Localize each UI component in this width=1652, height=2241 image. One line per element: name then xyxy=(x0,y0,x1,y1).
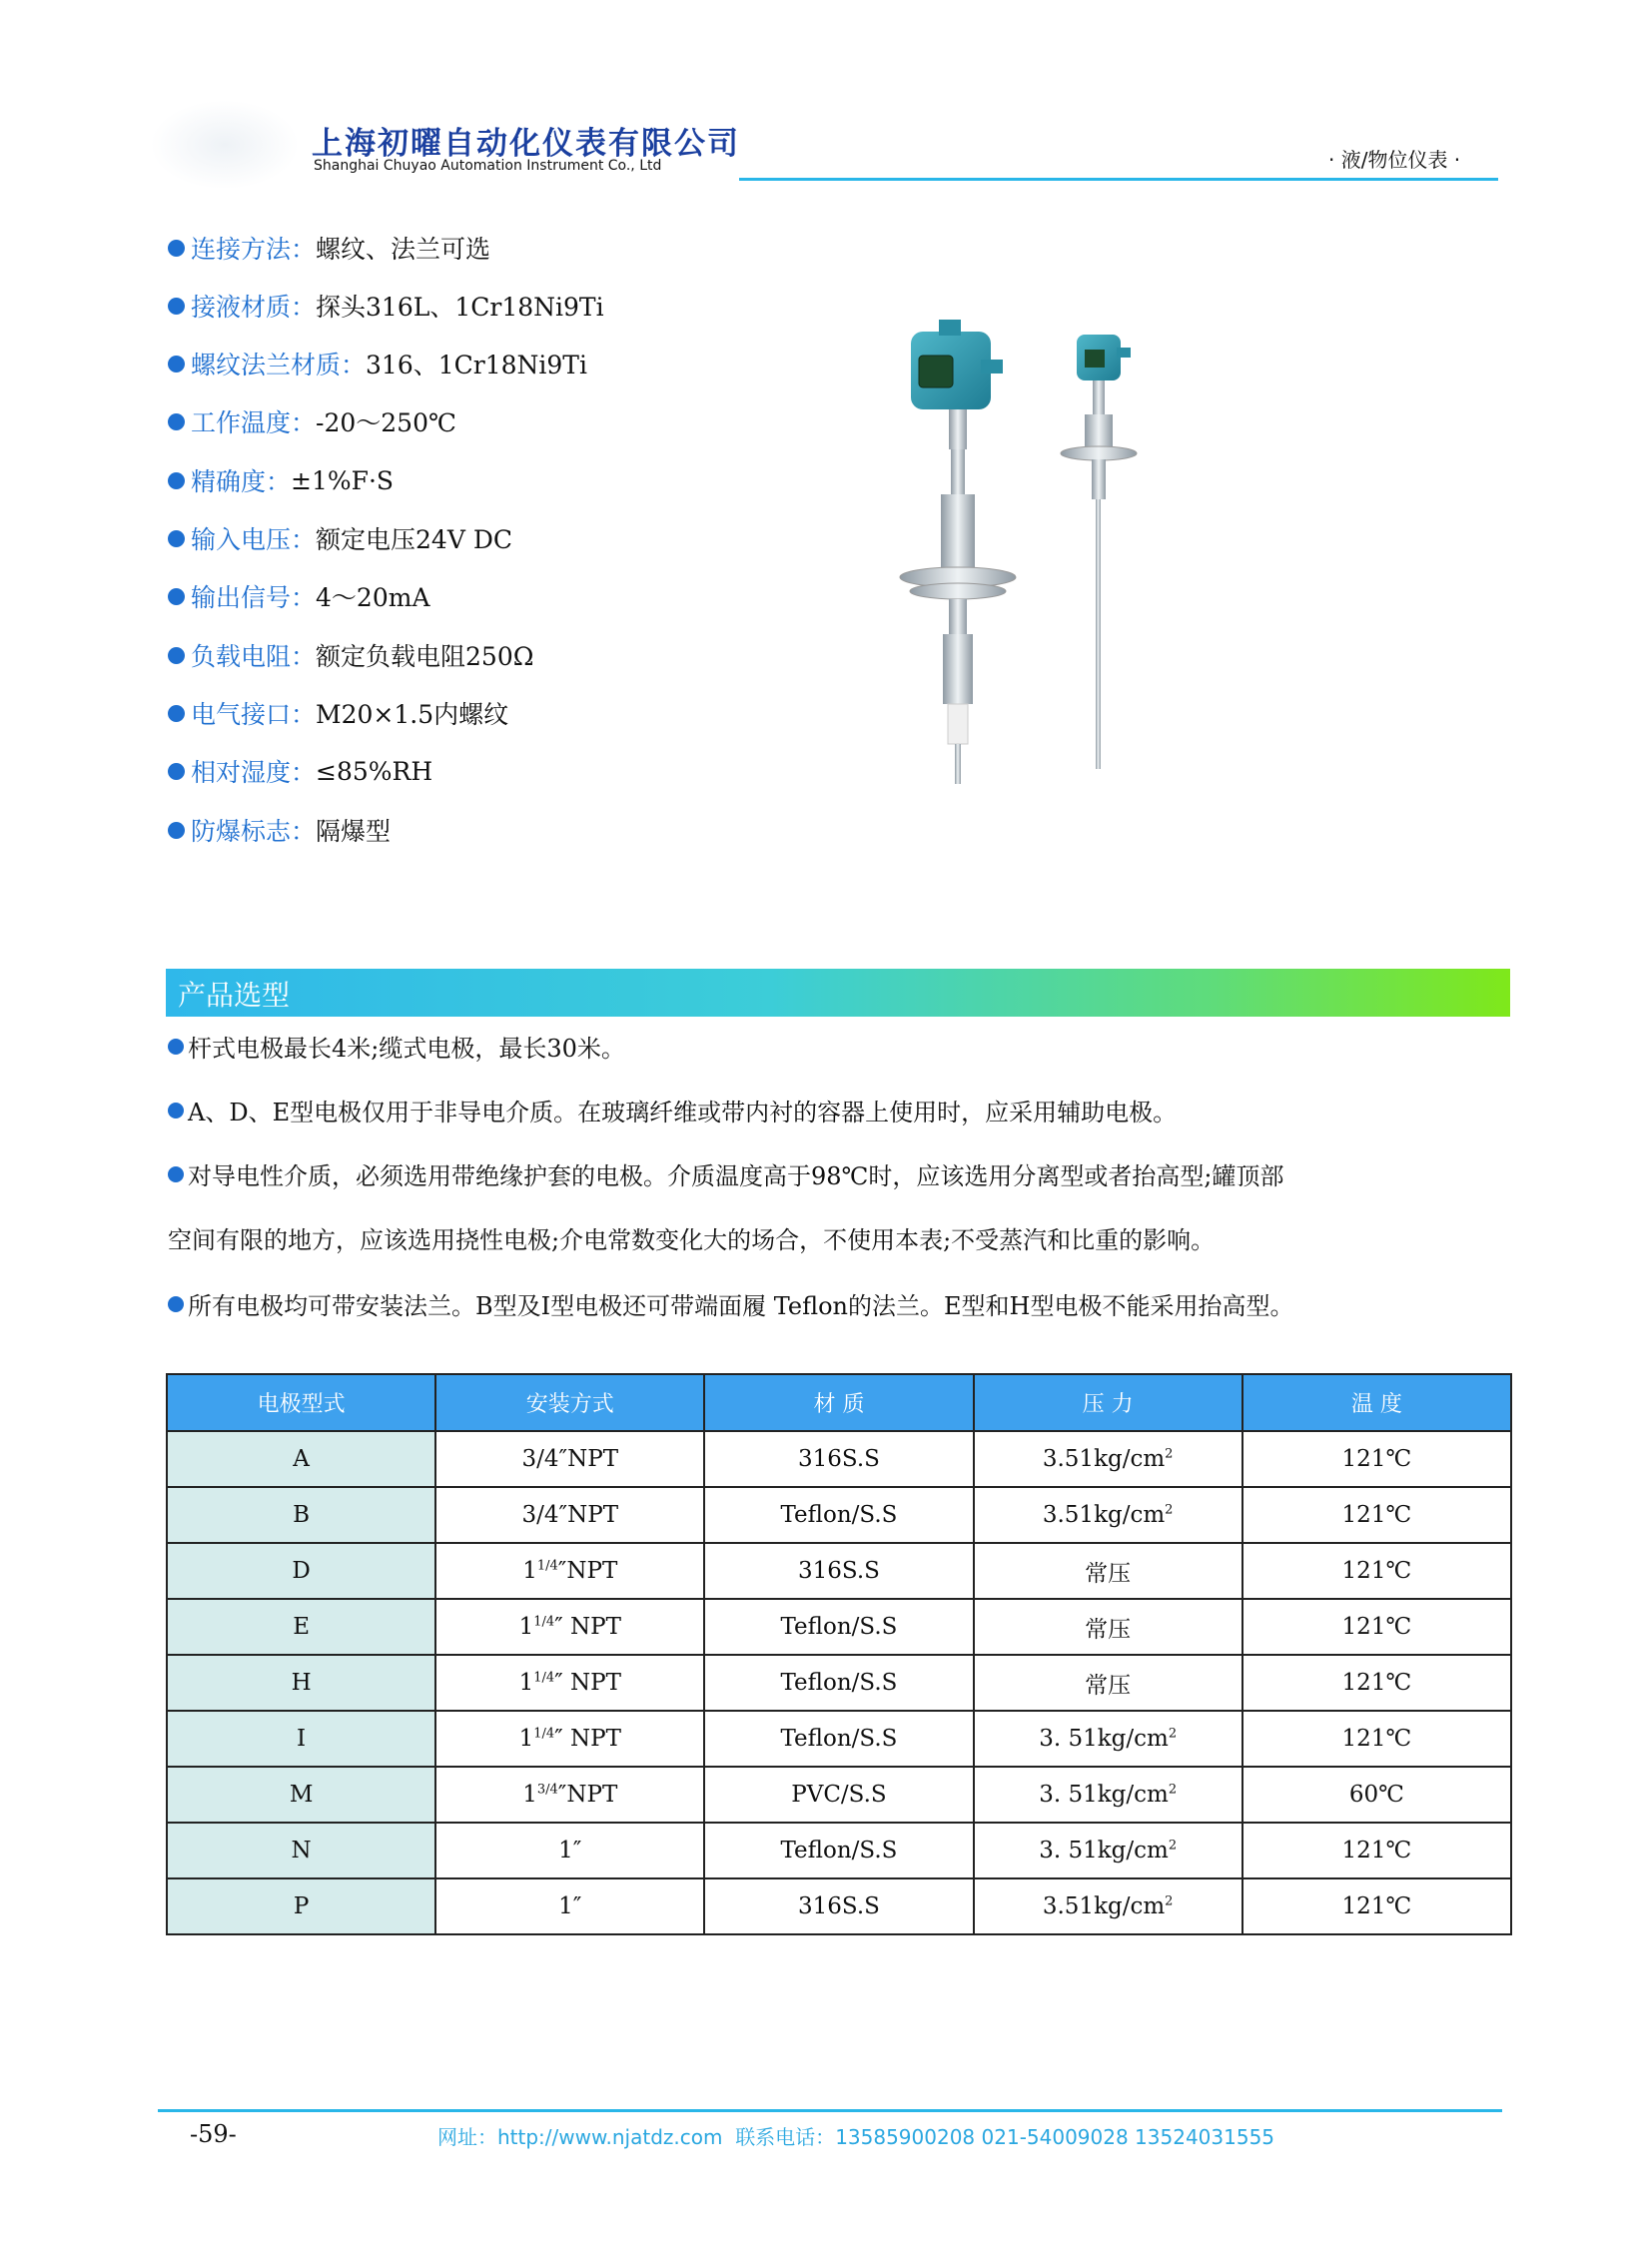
spec-item xyxy=(168,520,512,556)
mount-suffix: ″NPT xyxy=(558,1502,619,1528)
mount-base: 1 xyxy=(518,1614,534,1640)
pressure-value: 3.51kg/cm xyxy=(1042,1502,1166,1528)
header-temperature: 温 度 xyxy=(1242,1374,1511,1431)
pressure-unit-sup: 2 xyxy=(1165,1446,1174,1462)
bullet-icon xyxy=(168,472,185,489)
company-name-en: Shanghai Chuyao Automation Instrument Co., Ltd xyxy=(314,158,662,174)
table-row xyxy=(167,1599,1511,1655)
cell-temperature: 60℃ xyxy=(1242,1767,1511,1823)
cell-mounting xyxy=(435,1599,704,1655)
note-text: A、D、E型电极仅用于非导电介质。在玻璃纤维或带内衬的容器上使用时，应采用辅助电极。 xyxy=(188,1099,1178,1126)
spec-label: 防爆标志： xyxy=(191,817,317,846)
phone-label: 联系电话： xyxy=(735,2125,836,2149)
table-row xyxy=(167,1767,1511,1823)
spec-item xyxy=(168,637,533,673)
footer-contact xyxy=(437,2121,1274,2150)
cell-type: D xyxy=(167,1543,435,1599)
mount-base: 3/4 xyxy=(521,1446,559,1472)
cell-mounting xyxy=(435,1655,704,1711)
mount-base: 1 xyxy=(518,1670,534,1696)
bullet-icon xyxy=(168,1166,184,1182)
spec-value: M20×1.5内螺纹 xyxy=(316,700,509,729)
cell-type: I xyxy=(167,1711,435,1767)
cell-temperature: 121℃ xyxy=(1242,1655,1511,1711)
cell-mounting xyxy=(435,1543,704,1599)
mount-base: 1 xyxy=(518,1726,534,1752)
bullet-icon xyxy=(168,705,185,722)
pressure-value: 3. 51kg/cm xyxy=(1039,1726,1169,1752)
bullet-icon xyxy=(168,356,185,373)
spec-label: 电气接口： xyxy=(191,700,317,729)
cell-material: 316S.S xyxy=(704,1878,973,1934)
bullet-icon xyxy=(168,413,185,430)
spec-label: 输出信号： xyxy=(191,583,317,612)
company-name-cn: 上海初曜自动化仪表有限公司 xyxy=(312,126,740,162)
mount-fraction: 1/4 xyxy=(533,1614,555,1630)
pressure-value: 3.51kg/cm xyxy=(1042,1893,1166,1919)
cell-type: A xyxy=(167,1431,435,1487)
bullet-icon xyxy=(168,1039,184,1055)
mount-base: 3/4 xyxy=(521,1502,559,1528)
note-text-continued: 空间有限的地方，应该选用挠性电极;介电常数变化大的场合，不使用本表;不受蒸汽和比重的影响。 xyxy=(168,1226,1216,1254)
cell-pressure xyxy=(974,1431,1242,1487)
cell-mounting xyxy=(435,1878,704,1934)
cell-mounting xyxy=(435,1767,704,1823)
footer-divider xyxy=(158,2109,1502,2112)
pressure-value: 3. 51kg/cm xyxy=(1039,1782,1169,1808)
spec-item xyxy=(168,578,430,614)
spec-label: 螺纹法兰材质： xyxy=(191,351,367,379)
spec-label: 连接方法： xyxy=(191,235,317,264)
spec-item xyxy=(168,812,391,848)
cell-material: Teflon/S.S xyxy=(704,1711,973,1767)
note-item xyxy=(168,1093,1177,1127)
cell-pressure xyxy=(974,1767,1242,1823)
spec-item xyxy=(168,346,587,381)
cell-temperature: 121℃ xyxy=(1242,1878,1511,1934)
cell-temperature: 121℃ xyxy=(1242,1543,1511,1599)
spec-item xyxy=(168,230,490,266)
pressure-value: 3.51kg/cm xyxy=(1042,1446,1166,1472)
spec-value: 探头316L、1Cr18Ni9Ti xyxy=(316,293,604,322)
cell-material: 316S.S xyxy=(704,1431,973,1487)
logo-background xyxy=(150,100,300,190)
cell-type: P xyxy=(167,1878,435,1934)
cell-material: 316S.S xyxy=(704,1543,973,1599)
phone-numbers: 13585900208 021-54009028 13524031555 xyxy=(835,2125,1275,2149)
pressure-unit-sup: 2 xyxy=(1168,1838,1178,1854)
mount-suffix: ″ NPT xyxy=(554,1614,621,1640)
cell-material: Teflon/S.S xyxy=(704,1823,973,1878)
table-row xyxy=(167,1823,1511,1878)
mount-base: 1 xyxy=(522,1558,537,1584)
mount-suffix: ″ xyxy=(572,1893,582,1919)
cell-material: Teflon/S.S xyxy=(704,1655,973,1711)
spec-value: 额定负载电阻250Ω xyxy=(316,642,534,671)
cell-pressure xyxy=(974,1711,1242,1767)
cell-pressure: 常压 xyxy=(974,1543,1242,1599)
pressure-unit-sup: 2 xyxy=(1168,1782,1178,1798)
spec-item xyxy=(168,462,394,498)
mount-suffix: ″ NPT xyxy=(554,1670,621,1696)
spec-item xyxy=(168,288,604,324)
spec-label: 接液材质： xyxy=(191,293,317,322)
cell-type: M xyxy=(167,1767,435,1823)
table-row xyxy=(167,1431,1511,1487)
spec-item xyxy=(168,695,508,731)
table-row xyxy=(167,1878,1511,1934)
bullet-icon xyxy=(168,298,185,315)
bullet-icon xyxy=(168,647,185,664)
note-text: 对导电性介质，必须选用带绝缘护套的电极。介质温度高于98℃时，应该选用分离型或者抬高型;罐顶部 xyxy=(188,1162,1284,1190)
bullet-icon xyxy=(168,763,185,780)
cell-material: PVC/S.S xyxy=(704,1767,973,1823)
page-number: -59- xyxy=(190,2120,237,2148)
cell-temperature: 121℃ xyxy=(1242,1711,1511,1767)
note-text: 杆式电极最长4米;缆式电极，最长30米。 xyxy=(188,1035,625,1063)
table-row xyxy=(167,1543,1511,1599)
spec-label: 输入电压： xyxy=(191,525,317,554)
spec-value: 螺纹、法兰可选 xyxy=(316,235,491,264)
note-text: 所有电极均可带安装法兰。B型及I型电极还可带端面履 Teflon的法兰。E型和H型电极不能采用抬高型。 xyxy=(188,1292,1294,1320)
website-link[interactable]: http://www.njatdz.com xyxy=(497,2125,723,2149)
bullet-icon xyxy=(168,240,185,257)
category-label: · 液/物位仪表 · xyxy=(1328,148,1461,172)
cell-pressure xyxy=(974,1823,1242,1878)
spec-value: ±1%F·S xyxy=(291,465,395,495)
mount-suffix: ″NPT xyxy=(558,1446,619,1472)
cell-mounting xyxy=(435,1487,704,1543)
table-row xyxy=(167,1487,1511,1543)
mount-fraction: 1/4 xyxy=(533,1670,555,1686)
cell-pressure xyxy=(974,1878,1242,1934)
mount-suffix: ″NPT xyxy=(557,1782,618,1808)
cell-type: H xyxy=(167,1655,435,1711)
cell-temperature: 121℃ xyxy=(1242,1823,1511,1878)
header-mounting: 安装方式 xyxy=(435,1374,704,1431)
pressure-unit-sup: 2 xyxy=(1165,1893,1174,1909)
cell-material: Teflon/S.S xyxy=(704,1599,973,1655)
cell-type: B xyxy=(167,1487,435,1543)
spec-item xyxy=(168,403,456,439)
pressure-unit-sup: 2 xyxy=(1168,1726,1178,1742)
selection-table xyxy=(166,1373,1512,1935)
bullet-icon xyxy=(168,1103,184,1119)
cell-mounting xyxy=(435,1823,704,1878)
bullet-icon xyxy=(168,822,185,839)
spec-label: 精确度： xyxy=(191,467,292,496)
spec-value: -20～250℃ xyxy=(316,408,456,437)
mount-base: 1 xyxy=(558,1838,573,1864)
mount-base: 1 xyxy=(522,1782,537,1808)
website-label: 网址： xyxy=(437,2125,497,2149)
cell-type: N xyxy=(167,1823,435,1878)
mount-fraction: 1/4 xyxy=(533,1726,555,1742)
bullet-icon xyxy=(168,530,185,547)
spec-value: 316、1Cr18Ni9Ti xyxy=(366,351,587,379)
cell-material: Teflon/S.S xyxy=(704,1487,973,1543)
pressure-unit-sup: 2 xyxy=(1165,1502,1174,1518)
product-image xyxy=(899,320,1169,789)
cell-pressure xyxy=(974,1487,1242,1543)
table-row xyxy=(167,1655,1511,1711)
cell-temperature: 121℃ xyxy=(1242,1487,1511,1543)
cell-mounting xyxy=(435,1711,704,1767)
table-header-row xyxy=(167,1374,1511,1431)
cell-pressure: 常压 xyxy=(974,1655,1242,1711)
spec-value: ≤85%RH xyxy=(316,756,433,786)
section-banner xyxy=(166,969,1510,1017)
cell-temperature: 121℃ xyxy=(1242,1431,1511,1487)
mount-suffix: ″ xyxy=(572,1838,582,1864)
spec-value: 隔爆型 xyxy=(316,817,392,846)
spec-label: 工作温度： xyxy=(191,408,317,437)
note-item xyxy=(168,1029,625,1064)
section-title: 产品选型 xyxy=(178,979,291,1012)
header-divider xyxy=(739,178,1498,181)
header-electrode-type: 电极型式 xyxy=(167,1374,435,1431)
table-row xyxy=(167,1711,1511,1767)
pressure-value: 3. 51kg/cm xyxy=(1039,1838,1169,1864)
cell-temperature: 121℃ xyxy=(1242,1599,1511,1655)
bullet-icon xyxy=(168,1296,184,1312)
bullet-icon xyxy=(168,588,185,605)
spec-item xyxy=(168,753,432,789)
note-item xyxy=(168,1286,1293,1321)
note-item xyxy=(168,1156,1283,1191)
cell-mounting xyxy=(435,1431,704,1487)
header-pressure: 压 力 xyxy=(974,1374,1242,1431)
header-material: 材 质 xyxy=(704,1374,973,1431)
spec-value: 4～20mA xyxy=(316,583,430,612)
spec-label: 负载电阻： xyxy=(191,642,317,671)
cell-type: E xyxy=(167,1599,435,1655)
mount-base: 1 xyxy=(558,1893,573,1919)
mount-suffix: ″ NPT xyxy=(554,1726,621,1752)
spec-value: 额定电压24V DC xyxy=(316,525,513,554)
mount-fraction: 1/4 xyxy=(536,1558,558,1574)
mount-fraction: 3/4 xyxy=(536,1782,558,1798)
mount-suffix: ″NPT xyxy=(557,1558,618,1584)
spec-label: 相对湿度： xyxy=(191,758,317,787)
cell-pressure: 常压 xyxy=(974,1599,1242,1655)
